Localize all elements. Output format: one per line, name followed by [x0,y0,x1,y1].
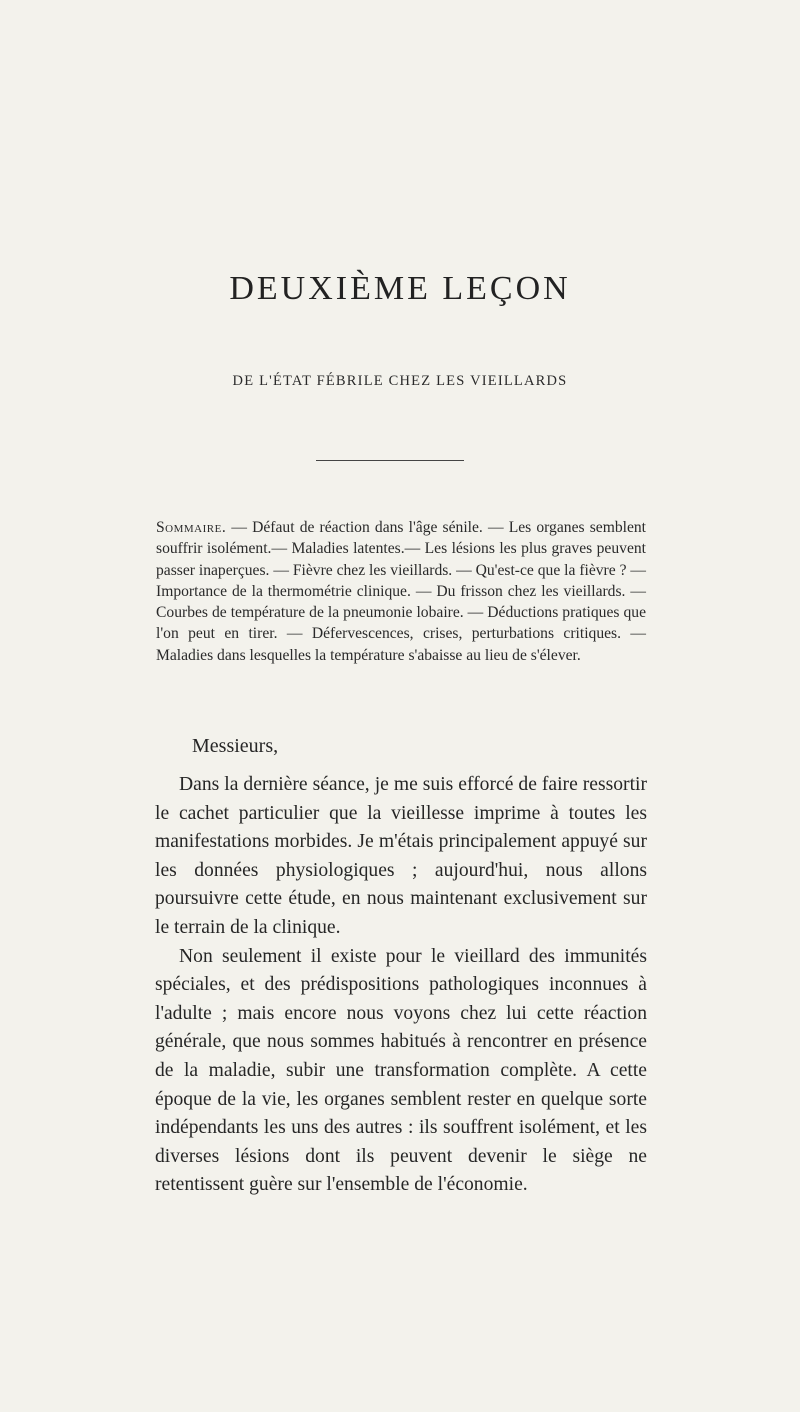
divider-rule [316,460,464,461]
body-paragraph-2: Non seulement il existe pour le vieillard des immunités spéciales, et des prédispositions pathologiques inconnues à l'adulte ; mais encore nous voyons chez lui cette réaction générale, que nous sommes habitués à rencontrer en présence de la maladie, subir une transformation complète. A cette époque de la vie, les organes semblent rester en quelque sorte indépendants les uns des autres : ils souffrent isolément, et les diverses lésions dont ils peuvent devenir le siège ne retentissent guère sur l'ensemble de l'économie. [155,945,647,1196]
summary-text: — Défaut de réaction dans l'âge sénile. — Les organes semblent souffrir isolément.— Maladies latentes.— Les lésions les plus graves peuvent passer inaperçues. — Fièvre chez les vieillards. — Qu'est-ce que la fièvre ? — Importance de la thermométrie clinique. — Du frisson chez les vieillards. — Courbes de température de la pneumonie lobaire. — Déductions pratiques que l'on peut en tirer. — Défervescences, crises, perturbations critiques. — Maladies dans lesquelles la température s'abaisse au lieu de s'élever. [156,519,646,664]
chapter-title: DEUXIÈME LEÇON [229,270,571,307]
chapter-subtitle: DE L'ÉTAT FÉBRILE CHEZ LES VIEILLARDS [232,373,568,389]
body-paragraph-1: Dans la dernière séance, je me suis efforcé de faire ressortir le cachet particulier que la vieillesse imprime à toutes les manifestations morbides. Je m'étais principalement appuyé sur les données physiologiques ; aujourd'hui, nous allons poursuivre cette étude, en nous maintenant exclusivement sur le terrain de la clinique. [155,774,647,938]
body-text [155,771,647,1200]
salutation: Messieurs, [192,735,279,757]
summary-lead: Sommaire. [156,519,227,536]
summary-paragraph [156,517,646,666]
